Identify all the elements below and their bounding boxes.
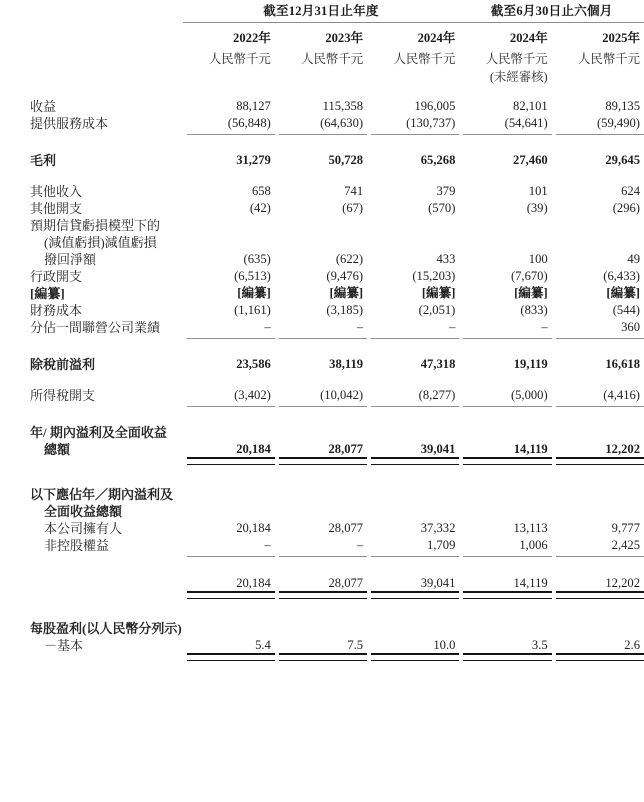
row-label-income-tax: 所得稅開支: [30, 388, 96, 403]
table-row: [0, 356, 644, 373]
cell-tci-line1-col1: [183, 424, 275, 441]
cell-attr-line2-col4: [459, 503, 551, 520]
cell-attr-line2-col5: [552, 503, 644, 520]
cell-ecl-line1-col5: [552, 217, 644, 234]
cell-eps-heading-col1: [183, 620, 275, 637]
cell-profit-pretax-col2: 38,119: [329, 357, 364, 371]
year-header-spacer: [0, 23, 183, 47]
cell-eps-basic-col4: 3.5: [459, 637, 551, 654]
row-spacer-cell: [0, 409, 644, 424]
cell-eps-basic-col1: 5.4: [183, 637, 275, 654]
cell-income-tax-col3: (8,277): [367, 387, 459, 404]
group-header-annual: 截至12月31日止年度: [263, 4, 379, 18]
row-spacer-cell: [0, 85, 644, 98]
table-row: [0, 319, 644, 336]
row-label-profit-pretax: 除稅前溢利: [30, 357, 96, 372]
cell-finance-cost-col2: (3,185): [326, 303, 364, 317]
table-row: [0, 637, 644, 654]
row-label-attr-total: [0, 575, 183, 592]
cell-finance-cost-col5: (544): [612, 303, 640, 317]
row-spacer-cell: [0, 341, 644, 356]
cell-income-tax-col4: (5,000): [459, 387, 551, 404]
cell-gross-profit-col2: 50,728: [328, 153, 364, 167]
cell-cost-of-service-col2: (64,630): [275, 115, 367, 132]
row-label-tci-line2: 總額: [44, 442, 71, 457]
cell-ecl-line2-col4: [459, 234, 551, 251]
row-spacer-cell: [0, 169, 644, 183]
cell-eps-heading-col5: [552, 620, 644, 637]
cell-nci-col1: –: [183, 537, 275, 554]
cell-owners-col2: 28,077: [328, 521, 364, 535]
row-label-share-associate: 分佔一間聯營公司業績: [30, 320, 161, 335]
unaudited-note-blank-4: [552, 67, 644, 85]
cell-other-expense-col5: (296): [612, 201, 640, 215]
cell-eps-basic-col3: 10.0: [367, 637, 459, 654]
year-header-2024-interim: 2024年: [509, 31, 548, 45]
cell-attr-total-col4: 14,119: [459, 575, 551, 592]
cell-profit-pretax-col3: 47,318: [420, 357, 456, 371]
table-row: [0, 200, 644, 217]
cell-other-income-col4: 101: [528, 184, 548, 198]
table-body: [0, 85, 644, 664]
unit-header-2024-annual: 人民幣千元: [393, 52, 456, 66]
unaudited-note-blank-1: [183, 67, 275, 85]
cell-other-income-col5: 624: [621, 184, 640, 198]
table-row: [0, 268, 644, 285]
cell-profit-pretax-col1: 23,586: [236, 357, 271, 371]
row-spacer-cell: [0, 602, 644, 620]
cell-eps-basic-col2: 7.5: [275, 637, 367, 654]
table-row: [0, 302, 644, 319]
row-label-nci: 非控股權益: [44, 538, 110, 553]
cell-cost-of-service-col3: (130,737): [367, 115, 459, 132]
table-row: [0, 251, 644, 268]
cell-gross-profit-col1: 31,279: [236, 153, 271, 167]
unit-header-2023: 人民幣千元: [301, 52, 364, 66]
row-label-other-expense: 其他開支: [30, 201, 83, 216]
row-label-owners: 本公司擁有人: [44, 521, 123, 536]
cell-nci-col3: 1,709: [367, 537, 459, 554]
cell-tci-line2-col5: 12,202: [552, 441, 644, 458]
cell-other-income-col2: 741: [344, 184, 364, 198]
cell-admin-expense-col4: (7,670): [510, 269, 548, 283]
table-row: [0, 486, 644, 503]
row-spacer-cell: [0, 373, 644, 387]
table-row: [0, 620, 644, 637]
cell-ecl-line3-col4: 100: [528, 252, 548, 266]
cell-gross-profit-col4: 27,460: [513, 153, 548, 167]
cell-revenue-col4: 82,101: [513, 99, 548, 113]
cell-attr-line2-col3: [367, 503, 459, 520]
row-label-ecl-line1: 預期信貸虧損模型下的: [30, 218, 161, 233]
table-row: [0, 115, 644, 132]
cell-revenue-col3: 196,005: [414, 99, 456, 113]
cell-share-associate-col1: –: [183, 319, 275, 336]
cell-owners-col4: 13,113: [513, 521, 548, 535]
cell-share-associate-col5: 360: [552, 319, 644, 336]
cell-nci-col4: 1,006: [459, 537, 551, 554]
cell-admin-expense-col3: (15,203): [412, 269, 456, 283]
row-label-finance-cost: 財務成本: [30, 303, 83, 318]
cell-tci-line2-col4: 14,119: [459, 441, 551, 458]
cell-ecl-line2-col3: [367, 234, 459, 251]
cell-attr-line1-col5: [552, 486, 644, 503]
cell-attr-total-col1: 20,184: [183, 575, 275, 592]
cell-profit-pretax-col4: 19,119: [513, 357, 548, 371]
unaudited-note-row: [0, 67, 644, 85]
table-row: [0, 98, 644, 115]
cell-attr-total-col5: 12,202: [552, 575, 644, 592]
cell-tci-line1-col2: [275, 424, 367, 441]
row-label-gross-profit: 毛利: [30, 153, 57, 168]
cell-tci-line2-col2: 28,077: [275, 441, 367, 458]
cell-share-associate-col2: –: [275, 319, 367, 336]
group-header-row: [0, 0, 644, 22]
unaudited-note-spacer: [0, 67, 183, 85]
cell-attr-line1-col4: [459, 486, 551, 503]
cell-ecl-line3-col5: 49: [627, 252, 640, 266]
unaudited-note-blank-2: [275, 67, 367, 85]
cell-ecl-line3-col1: (635): [243, 252, 271, 266]
year-header-2025-interim: 2025年: [602, 31, 640, 45]
cell-nci-col2: –: [275, 537, 367, 554]
cell-tci-line1-col4: [459, 424, 551, 441]
table-row: [0, 424, 644, 441]
cell-tci-line2-col3: 39,041: [367, 441, 459, 458]
cell-owners-col3: 37,332: [420, 521, 456, 535]
table-row: [0, 285, 644, 302]
row-spacer: [0, 85, 644, 98]
cell-revenue-col5: 89,135: [605, 99, 640, 113]
row-label-ecl-line2: (減值虧損)減值虧損: [44, 235, 157, 250]
cell-other-income-col1: 658: [251, 184, 271, 198]
cell-cost-of-service-col4: (54,641): [459, 115, 551, 132]
cell-income-tax-col1: (3,402): [183, 387, 275, 404]
cell-finance-cost-col3: (2,051): [418, 303, 456, 317]
cell-attr-line2-col1: [183, 503, 275, 520]
cell-revenue-col2: 115,358: [322, 99, 364, 113]
cell-income-tax-col5: (4,416): [552, 387, 644, 404]
row-label-ecl-line3: 撥回淨額: [44, 252, 97, 267]
cell-cost-of-service-col5: (59,490): [552, 115, 644, 132]
cell-other-expense-col1: (42): [249, 201, 271, 215]
cell-redacted-col1: [編纂]: [237, 286, 271, 300]
table-row: [0, 441, 644, 458]
row-spacer: [0, 341, 644, 356]
cell-finance-cost-col4: (833): [520, 303, 548, 317]
row-label-cost-of-service: 提供服務成本: [30, 116, 109, 131]
unaudited-note: (未經審核): [489, 70, 548, 84]
cell-ecl-line3-col3: 433: [436, 252, 456, 266]
cell-ecl-line1-col4: [459, 217, 551, 234]
table-row: [0, 520, 644, 537]
row-label-revenue: 收益: [30, 99, 57, 114]
row-label-redacted: [編纂]: [30, 286, 65, 301]
cell-other-expense-col3: (570): [428, 201, 456, 215]
cell-ecl-line2-col1: [183, 234, 275, 251]
cell-other-expense-col4: (39): [526, 201, 548, 215]
cell-share-associate-col3: –: [367, 319, 459, 336]
cell-nci-col5: 2,425: [552, 537, 644, 554]
unit-header-spacer: [0, 47, 183, 67]
cell-finance-cost-col1: (1,161): [234, 303, 271, 317]
row-label-admin-expense: 行政開支: [30, 269, 83, 284]
unit-header-2024-interim: 人民幣千元: [485, 52, 548, 66]
cell-ecl-line1-col1: [183, 217, 275, 234]
group-header-spacer: [0, 0, 183, 22]
row-spacer: [0, 137, 644, 152]
cell-tci-line1-col5: [552, 424, 644, 441]
cell-ecl-line1-col2: [275, 217, 367, 234]
table-row: [0, 575, 644, 592]
unaudited-note-blank-3: [367, 67, 459, 85]
cell-share-associate-col4: –: [459, 319, 551, 336]
cell-profit-pretax-col5: 16,618: [605, 357, 640, 371]
cell-admin-expense-col2: (9,476): [326, 269, 364, 283]
row-spacer-cell: [0, 137, 644, 152]
table-row: [0, 234, 644, 251]
cell-admin-expense-col1: (6,513): [234, 269, 271, 283]
row-spacer: [0, 409, 644, 424]
table-row: [0, 503, 644, 520]
row-spacer: [0, 468, 644, 486]
cell-attr-total-col3: 39,041: [367, 575, 459, 592]
table-row: [0, 152, 644, 169]
cell-tci-line1-col3: [367, 424, 459, 441]
table-row: [0, 217, 644, 234]
cell-attr-line1-col3: [367, 486, 459, 503]
cell-redacted-col3: [編纂]: [421, 286, 456, 300]
cell-attr-line1-col2: [275, 486, 367, 503]
cell-redacted-col5: [編纂]: [606, 286, 640, 300]
cell-attr-line2-col2: [275, 503, 367, 520]
cell-eps-heading-col3: [367, 620, 459, 637]
cell-ecl-line2-col2: [275, 234, 367, 251]
cell-income-tax-col2: (10,042): [275, 387, 367, 404]
year-header-2024-annual: 2024年: [417, 31, 456, 45]
cell-other-income-col3: 379: [436, 184, 456, 198]
cell-ecl-line2-col5: [552, 234, 644, 251]
cell-eps-heading-col2: [275, 620, 367, 637]
cell-owners-col5: 9,777: [611, 521, 640, 535]
cell-redacted-col4: [編纂]: [514, 286, 548, 300]
cell-gross-profit-col3: 65,268: [420, 153, 456, 167]
row-label-attr-line2: 全面收益總額: [44, 504, 123, 519]
table-row: [0, 537, 644, 554]
table-row: [0, 183, 644, 200]
year-header-row: [0, 23, 644, 47]
cell-ecl-line1-col3: [367, 217, 459, 234]
cell-redacted-col2: [編纂]: [329, 286, 364, 300]
cell-eps-basic-col5: 2.6: [552, 637, 644, 654]
cell-tci-line2-col1: 20,184: [183, 441, 275, 458]
unit-header-row: [0, 47, 644, 67]
row-label-tci-line1: 年/ 期內溢利及全面收益: [30, 425, 167, 440]
year-header-2022: 2022年: [233, 31, 271, 45]
row-spacer: [0, 559, 644, 575]
cell-ecl-line3-col2: (622): [335, 252, 364, 266]
cell-attr-total-col2: 28,077: [275, 575, 367, 592]
unit-header-2025-interim: 人民幣千元: [578, 52, 640, 66]
row-spacer-cell: [0, 468, 644, 486]
group-header-interim: 截至6月30日止六個月: [490, 4, 613, 18]
row-spacer: [0, 602, 644, 620]
year-header-2023: 2023年: [325, 31, 364, 45]
row-spacer: [0, 373, 644, 387]
cell-owners-col1: 20,184: [236, 521, 271, 535]
cell-other-expense-col2: (67): [342, 201, 364, 215]
cell-cost-of-service-col1: (56,848): [183, 115, 275, 132]
row-spacer: [0, 169, 644, 183]
table-row: [0, 387, 644, 404]
cell-gross-profit-col5: 29,645: [605, 153, 640, 167]
cell-attr-line1-col1: [183, 486, 275, 503]
cell-admin-expense-col5: (6,433): [603, 269, 640, 283]
row-label-other-income: 其他收入: [30, 184, 83, 199]
table-header: [0, 0, 644, 85]
row-label-eps-basic: －基本: [44, 638, 84, 653]
cell-revenue-col1: 88,127: [236, 99, 271, 113]
row-label-attr-line1: 以下應佔年／期內溢利及: [30, 487, 174, 502]
row-spacer-cell: [0, 559, 644, 575]
unit-header-2022: 人民幣千元: [208, 52, 271, 66]
cell-eps-heading-col4: [459, 620, 551, 637]
row-label-eps-heading: 每股盈利(以人民幣分列示): [30, 621, 182, 636]
